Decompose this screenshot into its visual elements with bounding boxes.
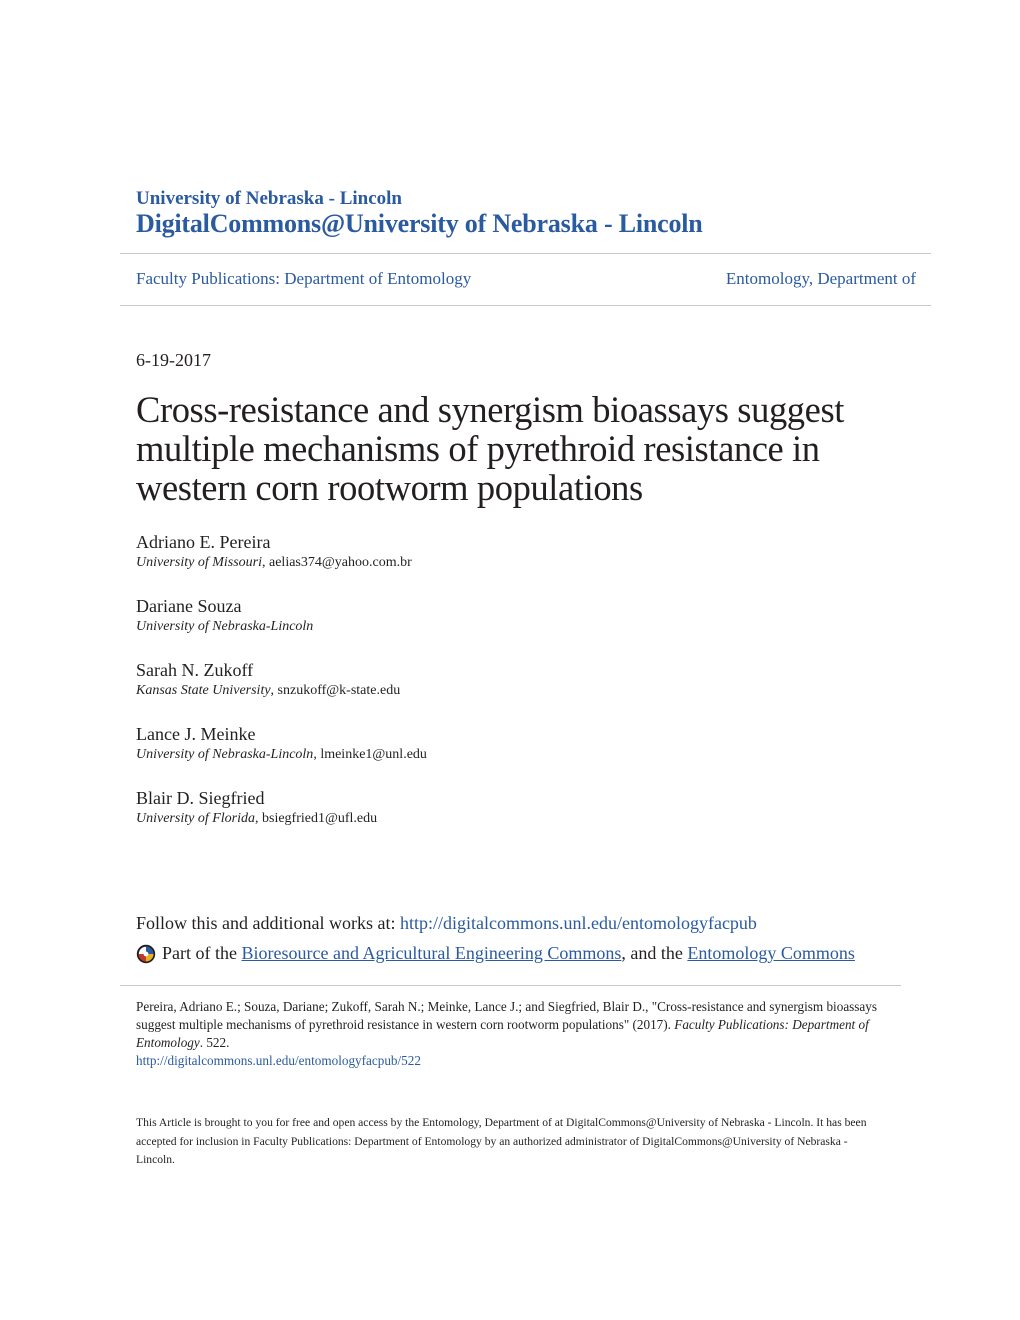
- author-affiliation: University of Missouri: [136, 555, 262, 570]
- repository-link[interactable]: DigitalCommons@University of Nebraska - Lincoln: [136, 209, 703, 238]
- recommended-citation: [136, 998, 884, 1070]
- author-name: Sarah N. Zukoff: [136, 660, 254, 680]
- author-affiliation-line: [136, 681, 916, 701]
- collection-link[interactable]: Faculty Publications: Department of Entomology: [136, 269, 472, 288]
- entomology-commons-link[interactable]: Entomology Commons: [687, 943, 855, 963]
- author-affiliation: University of Nebraska-Lincoln: [136, 619, 314, 634]
- part-of-line: [136, 943, 855, 964]
- author-name: Blair D. Siegfried: [136, 788, 265, 808]
- department-link[interactable]: Entomology, Department of: [725, 269, 916, 288]
- author-entry: [136, 595, 916, 659]
- author-name: Dariane Souza: [136, 596, 242, 616]
- bioresource-commons-link[interactable]: Bioresource and Agricultural Engineering Commons: [241, 943, 622, 963]
- author-name: Adriano E. Pereira: [136, 532, 271, 552]
- author-email: , bsiegfried1@ufl.edu: [255, 811, 378, 826]
- author-email: , snzukoff@k-state.edu: [270, 683, 401, 698]
- author-name: Lance J. Meinke: [136, 724, 256, 744]
- follow-line: [136, 913, 757, 934]
- author-affiliation-line: [136, 809, 916, 829]
- header-divider-top: [120, 253, 931, 254]
- collection-url-link[interactable]: http://digitalcommons.unl.edu/entomologyfacpub: [399, 913, 757, 933]
- citation-text: Pereira, Adriano E.; Souza, Dariane; Zukoff, Sarah N.; Meinke, Lance J.; and Siegfried, Blair D., "Cross-resistance and synergism bioassays suggest multiple mechanisms of pyrethroid resistance in western corn rootworm populations" (2017).: [136, 999, 878, 1032]
- author-entry: [136, 531, 916, 595]
- author-email: , aelias374@yahoo.com.br: [262, 555, 412, 570]
- author-affiliation-line: [136, 617, 916, 637]
- author-affiliation: University of Nebraska-Lincoln: [136, 747, 314, 762]
- author-affiliation-line: [136, 745, 916, 765]
- author-entry: [136, 787, 916, 851]
- article-title: Cross-resistance and synergism bioassays suggest multiple mechanisms of pyrethroid resistance in western corn rootworm populations: [136, 389, 845, 508]
- university-link[interactable]: University of Nebraska - Lincoln: [136, 188, 402, 209]
- network-icon: [136, 944, 156, 964]
- access-notice: This Article is brought to you for free and open access by the Entomology, Department of at DigitalCommons@University of Nebraska - Lincoln. It has been accepted for inclusion in Faculty Publications: Department of Entomology by an authorized administrator of DigitalCommons@University of Nebraska - Lincoln.: [136, 1116, 867, 1166]
- citation-url-link[interactable]: http://digitalcommons.unl.edu/entomologyfacpub/522: [136, 1053, 421, 1068]
- publication-date: 6-19-2017: [136, 350, 211, 370]
- citation-number: . 522.: [199, 1035, 230, 1050]
- citation-series: Faculty Publications: Department of Entomology: [136, 1017, 869, 1050]
- citation-divider: [120, 985, 901, 986]
- header-divider-bottom: [120, 305, 931, 306]
- author-entry: [136, 723, 916, 787]
- author-list: [136, 531, 916, 851]
- author-affiliation: University of Florida: [136, 811, 255, 826]
- part-of-prefix: Part of the: [162, 943, 242, 963]
- part-of-middle: , and the: [621, 943, 688, 963]
- follow-label: Follow this and additional works at:: [136, 913, 400, 933]
- author-email: , lmeinke1@unl.edu: [313, 747, 427, 762]
- author-affiliation-line: [136, 553, 916, 573]
- author-affiliation: Kansas State University: [136, 683, 271, 698]
- author-entry: [136, 659, 916, 723]
